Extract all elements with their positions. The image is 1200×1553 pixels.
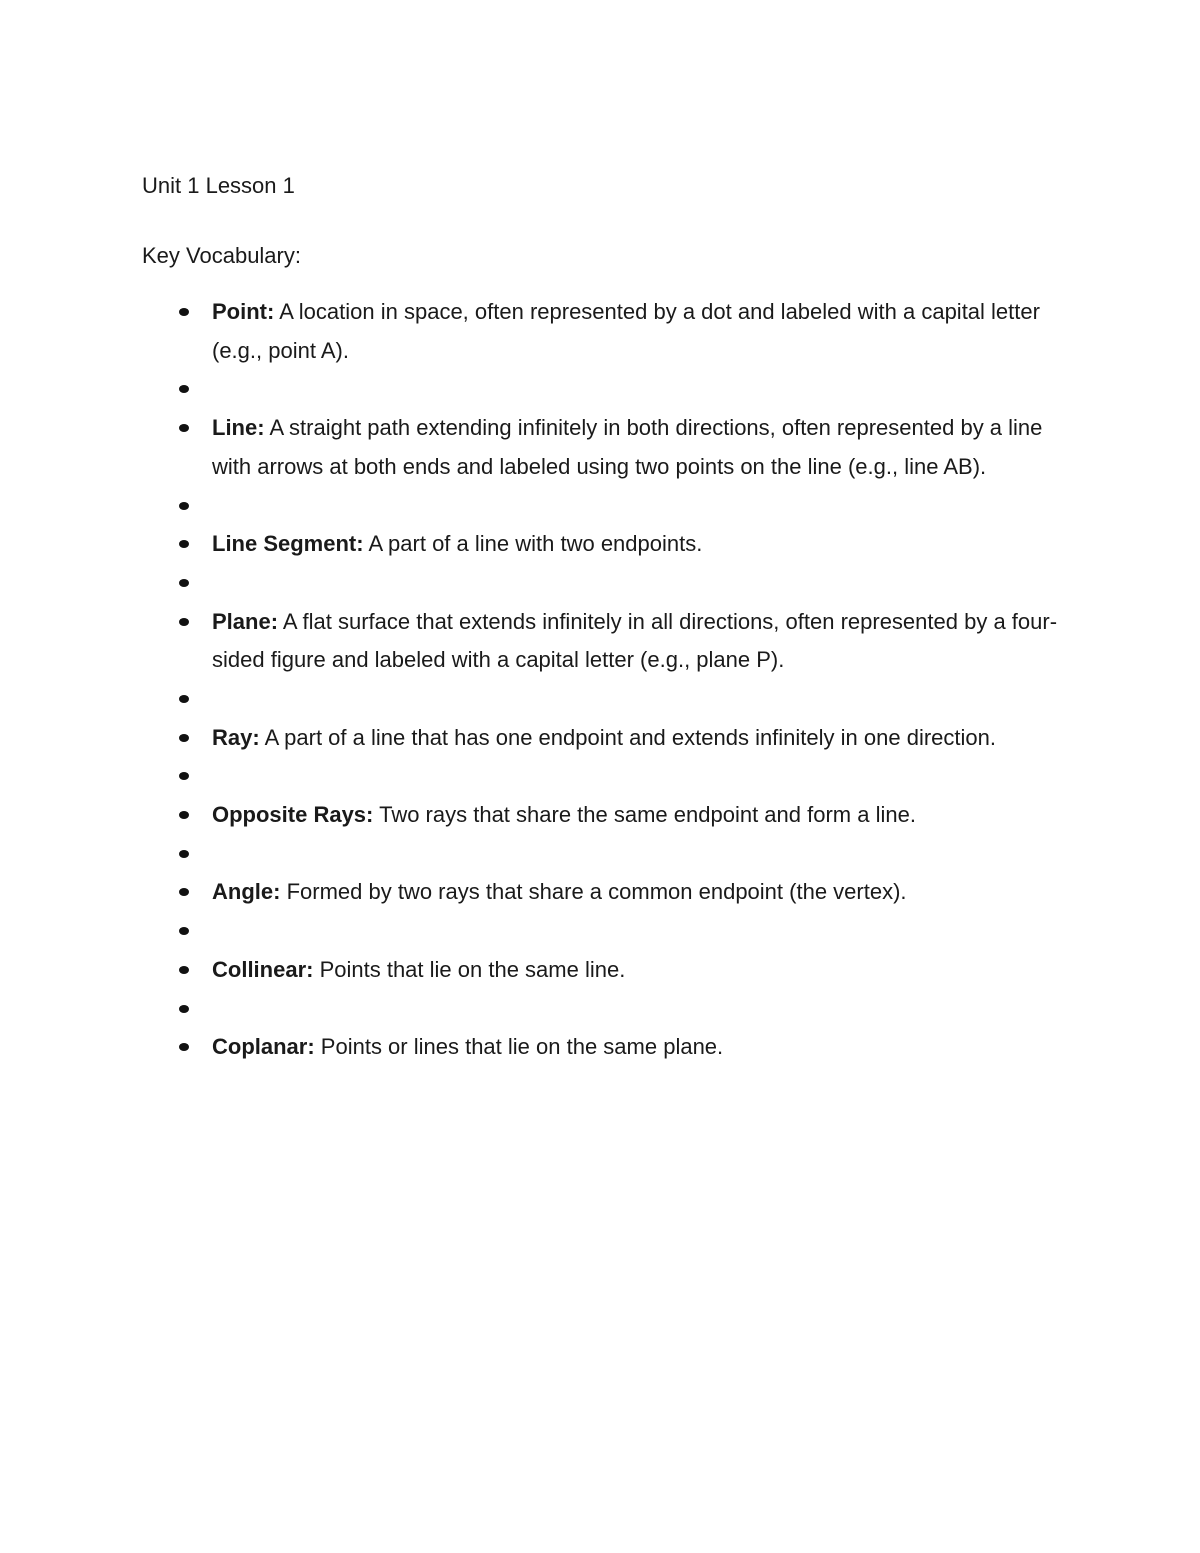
vocab-term: Line: xyxy=(212,415,265,441)
bullet-icon xyxy=(179,502,189,510)
vocab-term: Point: xyxy=(212,299,275,324)
list-item xyxy=(142,564,1072,603)
vocab-term: Ray: xyxy=(212,724,260,750)
vocab-definition: Points that lie on the same line. xyxy=(313,956,626,982)
bullet-icon xyxy=(179,1043,189,1051)
bullet-icon xyxy=(179,772,189,780)
list-item xyxy=(142,835,1072,874)
bullet-icon xyxy=(179,695,189,703)
bullet-icon xyxy=(179,385,189,393)
list-item xyxy=(142,912,1072,951)
bullet-icon xyxy=(179,1005,189,1013)
vocab-term: Plane: xyxy=(212,608,279,634)
vocab-definition: Two rays that share the same endpoint and form a line. xyxy=(373,802,916,828)
list-item xyxy=(142,525,1072,564)
vocab-definition: A location in space, often represented by a dot and labeled with a capital letter (e.g., point A). xyxy=(212,299,1040,363)
vocab-term: Collinear: xyxy=(212,956,314,982)
vocab-definition: A flat surface that extends infinitely in all directions, often represented by a four-sided figure and labeled with a capital letter (e.g., plane P). xyxy=(212,608,1058,673)
list-item xyxy=(142,796,1072,835)
list-item xyxy=(142,1028,1072,1067)
bullet-icon xyxy=(179,734,189,742)
list-item xyxy=(142,719,1072,758)
vocab-definition: Points or lines that lie on the same plane. xyxy=(314,1034,724,1060)
bullet-icon xyxy=(179,888,189,896)
bullet-icon xyxy=(179,966,189,974)
list-item xyxy=(142,757,1072,796)
list-item xyxy=(142,487,1072,526)
list-item xyxy=(142,951,1072,990)
vocab-term: Line Segment: xyxy=(212,531,364,557)
bullet-icon xyxy=(179,811,189,819)
list-item xyxy=(142,293,1072,370)
list-item xyxy=(142,409,1072,486)
bullet-icon xyxy=(179,540,189,548)
bullet-icon xyxy=(179,424,189,432)
vocab-definition: A straight path extending infinitely in both directions, often represented by a line with arrows at both ends and labeled using two points on the line (e.g., line AB). xyxy=(212,415,1043,479)
bullet-icon xyxy=(179,927,189,935)
vocabulary-heading: Key Vocabulary: xyxy=(142,243,301,268)
vocab-definition: A part of a line with two endpoints. xyxy=(363,531,703,557)
bullet-icon xyxy=(179,618,189,626)
list-item xyxy=(142,603,1072,680)
vocabulary-list xyxy=(142,293,1072,1067)
vocab-definition: Formed by two rays that share a common endpoint (the vertex). xyxy=(280,879,907,905)
list-item xyxy=(142,873,1072,912)
list-item xyxy=(142,990,1072,1029)
document-title: Unit 1 Lesson 1 xyxy=(142,173,295,198)
bullet-icon xyxy=(179,850,189,858)
list-item xyxy=(142,680,1072,719)
vocab-term: Coplanar: xyxy=(212,1034,315,1060)
bullet-icon xyxy=(179,579,189,587)
vocab-term: Angle: xyxy=(212,879,281,905)
vocab-term: Opposite Rays: xyxy=(212,802,374,828)
vocab-definition: A part of a line that has one endpoint and extends infinitely in one direction. xyxy=(259,724,996,750)
list-item xyxy=(142,370,1072,409)
bullet-icon xyxy=(179,308,189,316)
